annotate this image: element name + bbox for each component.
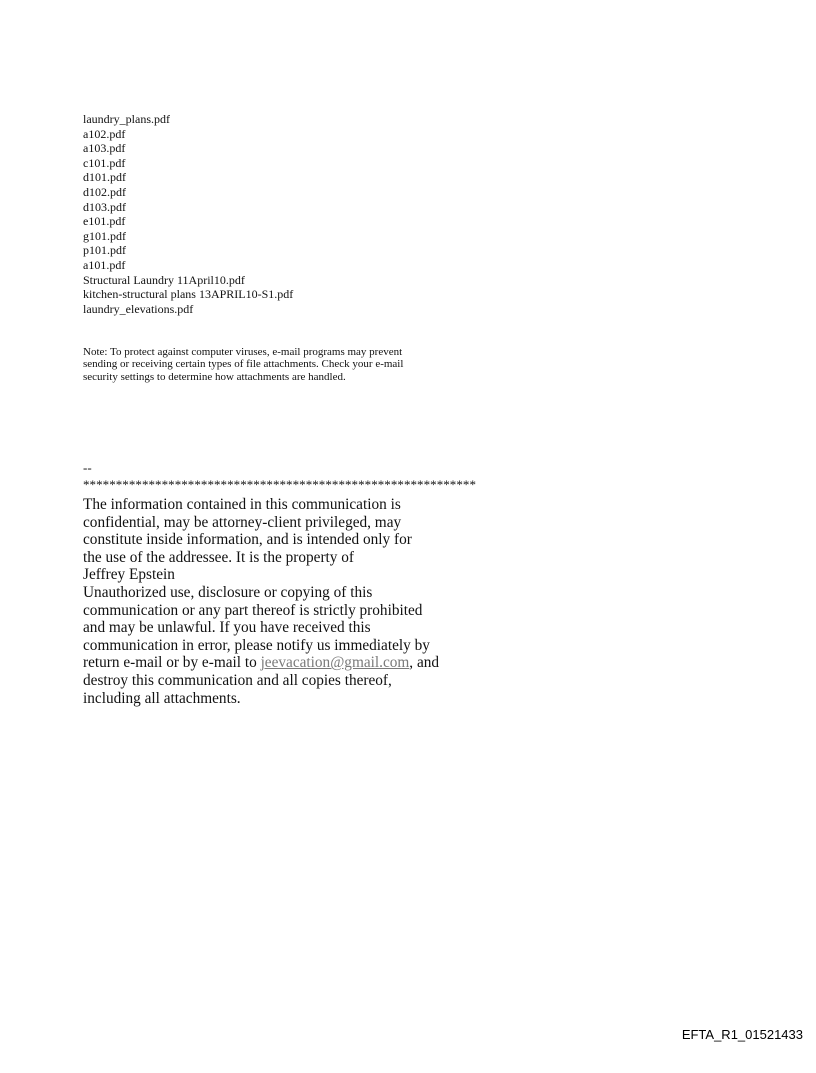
confidentiality-disclaimer <box>83 496 503 707</box>
disclaimer-line: the use of the addressee. It is the property of <box>83 548 355 566</box>
attachment-item: a103.pdf <box>83 141 126 156</box>
attachment-item: a102.pdf <box>83 126 126 141</box>
disclaimer-line: and may be unlawful. If you have received this <box>83 619 371 637</box>
attachment-item: e101.pdf <box>83 214 126 229</box>
disclaimer-line: communication or any part thereof is strictly prohibited <box>83 601 423 619</box>
disclaimer-line: destroy this communication and all copies thereof, <box>83 671 392 689</box>
note-line: sending or receiving certain types of file attachments. Check your e-mail <box>83 358 404 371</box>
disclaimer-line: including all attachments. <box>83 689 241 707</box>
disclaimer-line: constitute inside information, and is intended only for <box>83 531 412 549</box>
attachment-item: d101.pdf <box>83 170 126 185</box>
note-line: Note: To protect against computer viruses, e-mail programs may prevent <box>83 346 403 358</box>
attachment-item: Structural Laundry 11April10.pdf <box>83 272 245 287</box>
disclaimer-line: The information contained in this communication is <box>83 496 401 513</box>
attachment-item: laundry_elevations.pdf <box>83 301 194 316</box>
attachment-item: a101.pdf <box>83 257 126 272</box>
disclaimer-line: Jeffrey Epstein <box>83 566 175 584</box>
signature-separator: -- <box>83 460 92 475</box>
attachment-item: g101.pdf <box>83 228 126 243</box>
attachment-item: d102.pdf <box>83 184 126 199</box>
disclaimer-line: communication in error, please notify us immediately by <box>83 636 430 654</box>
email-link[interactable]: jeevacation@gmail.com <box>260 654 410 672</box>
attachment-list <box>83 112 293 316</box>
note-line: security settings to determine how attachments are handled. <box>83 370 346 383</box>
email-line-prefix: return e-mail or by e-mail to <box>83 654 261 672</box>
attachment-item: laundry_plans.pdf <box>83 112 170 126</box>
attachment-item: kitchen-structural plans 13APRIL10-S1.pdf <box>83 287 294 302</box>
document-id-stamp: EFTA_R1_01521433 <box>681 1027 803 1042</box>
attachment-item: p101.pdf <box>83 243 126 258</box>
attachment-item: d103.pdf <box>83 199 126 214</box>
asterisk-divider: ************************************************************ <box>83 477 476 492</box>
attachment-security-note <box>83 346 483 383</box>
disclaimer-email-line <box>83 654 503 672</box>
disclaimer-line: Unauthorized use, disclosure or copying of this <box>83 583 373 601</box>
email-line-suffix: , and <box>409 654 440 672</box>
attachment-item: c101.pdf <box>83 155 126 170</box>
disclaimer-line: confidential, may be attorney-client privileged, may <box>83 513 402 531</box>
